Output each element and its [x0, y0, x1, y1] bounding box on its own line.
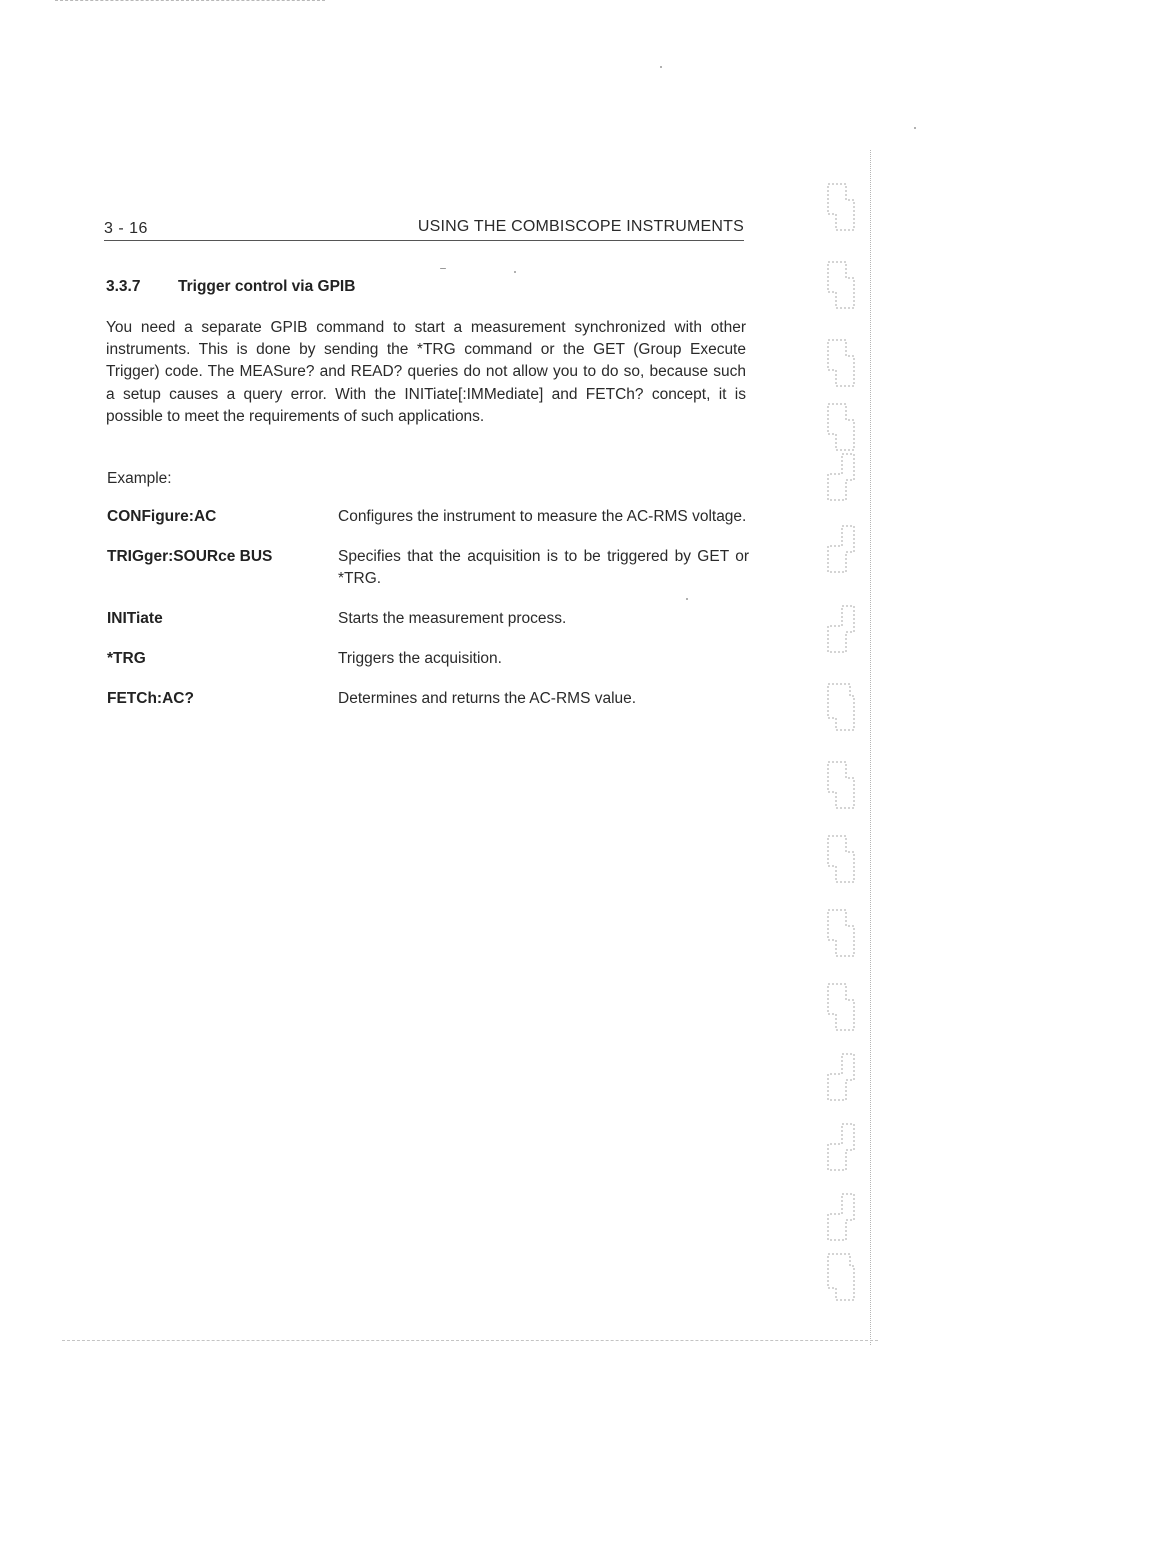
intro-paragraph: You need a separate GPIB command to start a measurement synchronized with other instruments. This is done by sending the *TRG command or the GET (Group Execute Trigger) code. The MEASure? and READ? queries do not allow you to do so, because such a setup causes a query error. With the INITiate[:IMMediate] and FETCh? concept, it is possible to meet the requirements of such applications. — [106, 319, 746, 425]
command-row — [107, 506, 749, 528]
page-header — [104, 212, 744, 241]
scan-speck — [914, 127, 916, 129]
index-tab — [824, 758, 864, 813]
command-row — [107, 688, 749, 710]
command-name: TRIGger:SOURce BUS — [107, 548, 273, 565]
scan-bottom-edge — [62, 1340, 878, 1341]
page-number: 3 - 16 — [104, 220, 148, 237]
command-row — [107, 608, 749, 630]
command-row — [107, 648, 749, 670]
scan-speck — [514, 271, 516, 273]
scan-speck — [686, 598, 688, 600]
command-row — [107, 546, 749, 590]
index-tab — [824, 180, 864, 235]
command-name: CONFigure:AC — [107, 508, 217, 525]
chapter-title: USING THE COMBISCOPE INSTRUMENTS — [417, 218, 744, 235]
command-description: Triggers the acquisition. — [338, 650, 502, 667]
command-name: FETCh:AC? — [107, 690, 194, 707]
tab-rail — [870, 150, 871, 1345]
scan-top-edge — [55, 0, 325, 1]
command-description: Configures the instrument to measure the AC-RMS voltage. — [338, 508, 747, 525]
command-name: *TRG — [107, 650, 146, 667]
example-label: Example: — [107, 470, 172, 487]
index-tab — [824, 832, 864, 887]
section-title: Trigger control via GPIB — [178, 278, 356, 295]
index-tab — [824, 450, 864, 505]
command-description: Specifies that the acquisition is to be triggered by GET or *TRG. — [338, 548, 749, 587]
index-tab — [824, 1050, 864, 1105]
index-tab — [824, 522, 864, 577]
index-tab — [824, 1250, 864, 1305]
index-tab — [824, 680, 864, 735]
index-tab — [824, 602, 864, 657]
command-name: INITiate — [107, 610, 163, 627]
index-tab — [824, 1120, 864, 1175]
command-description: Determines and returns the AC-RMS value. — [338, 690, 637, 707]
command-list — [107, 506, 749, 728]
section-number: 3.3.7 — [106, 278, 141, 295]
index-tab — [824, 1190, 864, 1245]
index-tab — [824, 980, 864, 1035]
section-heading — [106, 278, 355, 296]
scan-speck — [660, 66, 662, 68]
index-tab — [824, 906, 864, 961]
index-tab — [824, 336, 864, 391]
index-tab-strip — [818, 150, 878, 1350]
command-description: Starts the measurement process. — [338, 610, 567, 627]
index-tab — [824, 258, 864, 313]
index-tab — [824, 400, 864, 455]
scan-speck — [440, 268, 446, 269]
